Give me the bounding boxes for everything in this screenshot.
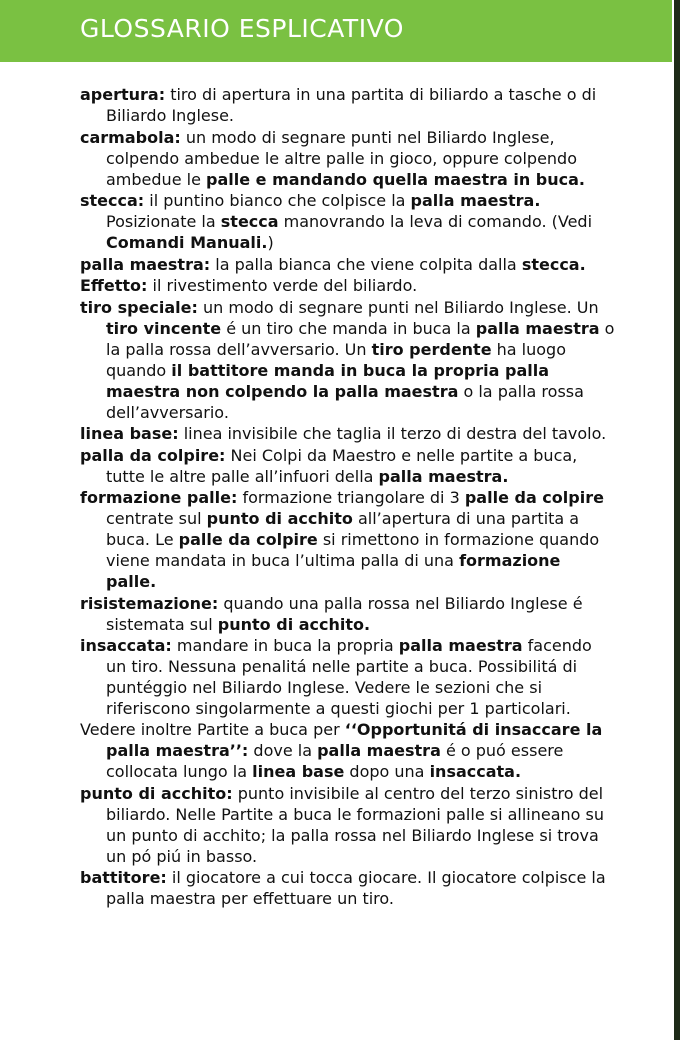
glossary-entry-effetto: [80, 275, 615, 296]
bold-text: palla maestra: [317, 741, 441, 760]
bold-text: palla maestra: [398, 636, 523, 655]
glossary-entry-palla-da-colpire: [80, 445, 615, 487]
bold-text: il battitore manda in buca la propria palla maestra non colpendo la palla maestra: [106, 360, 550, 401]
glossary-term: insaccata:: [80, 636, 172, 655]
definition-text: punto invisibile al centro del terzo sinistro del biliardo. Nelle Partite a buca le formazioni palle si allineano su un punto di acchito; la palla rossa nel Biliardo Inglese si trova un pó piú in basso.: [106, 783, 605, 866]
definition-text: il puntino bianco che colpisce la: [144, 191, 411, 210]
glossary-entry-palla-maestra: [80, 254, 615, 275]
glossary-entry-tiro-speciale: [80, 297, 615, 423]
glossary-subparagraph: [80, 719, 615, 782]
definition-text: manovrando la leva di comando. (Vedi: [278, 212, 593, 231]
definition-text: ha luogo quando: [106, 339, 566, 380]
bold-text: punto di acchito.: [217, 614, 371, 634]
bold-text: linea base: [252, 762, 345, 781]
bold-text: formazione palle.: [106, 551, 561, 591]
definition-text: o la palla rossa dell’avversario.: [106, 381, 584, 422]
definition-text: Nei Colpi da Maestro e nelle partite a buca, tutte le altre palle all’infuori della: [106, 445, 578, 486]
glossary-entry-battitore: [80, 867, 615, 909]
definition-text: é un tiro che manda in buca la: [221, 318, 476, 338]
page-header: [0, 0, 672, 62]
glossary-entry-risistemazione: [80, 593, 615, 635]
definition-text: formazione triangolare di 3: [237, 488, 465, 507]
glossary-term: tiro speciale:: [80, 297, 198, 317]
definition-text: tiro di apertura in una partita di biliardo a tasche o di Biliardo Inglese.: [106, 85, 597, 125]
definition-text: si rimettono in formazione quando viene mandata in buca l’ultima palla di una: [106, 530, 600, 570]
glossary-term: linea base:: [80, 424, 179, 443]
glossary-term: apertura:: [80, 85, 166, 104]
bold-text: stecca: [220, 212, 279, 231]
glossary-entry-punto-di-acchito: [80, 783, 615, 867]
glossary-term: battitore:: [80, 868, 167, 887]
glossary-term: punto di acchito:: [80, 783, 233, 803]
definition-text: mandare in buca la propria: [171, 636, 399, 655]
bold-text: stecca.: [521, 254, 586, 274]
definition-text: all’apertura di una partita a buca. Le: [106, 509, 580, 549]
bold-text: palle da colpire: [464, 488, 604, 507]
glossary-term: risistemazione:: [80, 593, 219, 613]
glossary-term: palla maestra:: [80, 254, 211, 274]
bold-text: tiro perdente: [371, 339, 492, 359]
definition-text: un modo di segnare punti nel Biliardo Inglese. Un: [197, 297, 599, 317]
glossary-entry-insaccata: [80, 635, 615, 782]
definition-text: un modo di segnare punti nel Biliardo Inglese, colpendo ambedue le altre palle in gioco, oppure colpendo ambedue le: [106, 127, 577, 189]
definition-text: Vedere inoltre Partite a buca per: [80, 720, 345, 739]
page-edge: [674, 0, 680, 1040]
glossary-term: carmabola:: [80, 127, 181, 147]
glossary-entry-formazione-palle: [80, 487, 615, 592]
definition-text: il giocatore a cui tocca giocare. Il giocatore colpisce la palla maestra per effettuare un tiro.: [106, 868, 606, 908]
definition-text: ): [267, 233, 274, 252]
definition-text: o la palla rossa dell’avversario. Un: [106, 318, 615, 359]
bold-text: insaccata.: [429, 762, 522, 781]
glossary-entry-apertura: [80, 84, 615, 126]
glossary-entry-carmabola: [80, 127, 615, 190]
definition-text: linea invisibile che taglia il terzo di destra del tavolo.: [178, 424, 607, 443]
glossary-entry-stecca: [80, 190, 615, 253]
definition-text: la palla bianca che viene colpita dalla: [210, 254, 522, 274]
definition-text: é o puó essere collocata lungo la: [106, 741, 564, 781]
bold-text: punto di acchito: [206, 509, 353, 528]
bold-text: ‘‘Opportunitá di insaccare la palla maestra’’:: [106, 720, 603, 760]
definition-text: quando una palla rossa nel Biliardo Inglese é sistemata sul: [106, 593, 583, 634]
glossary-entry-linea-base: [80, 423, 615, 444]
definition-text: il rivestimento verde del biliardo.: [147, 276, 418, 295]
bold-text: Comandi Manuali.: [106, 233, 268, 252]
glossary-term: formazione palle:: [80, 488, 238, 507]
definition-text: Posizionate la: [106, 212, 221, 231]
definition-text: dove la: [248, 741, 318, 760]
bold-text: palle e mandando quella maestra in buca.: [206, 169, 586, 189]
glossary-term: palla da colpire:: [80, 445, 226, 465]
bold-text: palle da colpire: [178, 530, 318, 549]
bold-text: tiro vincente: [106, 318, 222, 338]
definition-text: dopo una: [344, 762, 430, 781]
glossary-list: [80, 84, 615, 910]
bold-text: palla maestra: [475, 318, 600, 338]
page-title: GLOSSARIO ESPLICATIVO: [80, 14, 404, 43]
glossary-term: stecca:: [80, 191, 145, 210]
definition-text: centrate sul: [106, 509, 207, 528]
definition-text: facendo un tiro. Nessuna penalitá nelle partite a buca. Possibilitá di puntéggio nel Biliardo Inglese. Vedere le sezioni che si riferiscono singolarmente a questi giochi per 1 particolari.: [106, 636, 592, 718]
glossary-term: Effetto:: [80, 276, 148, 295]
bold-text: palla maestra.: [378, 466, 509, 486]
bold-text: palla maestra.: [410, 191, 541, 210]
